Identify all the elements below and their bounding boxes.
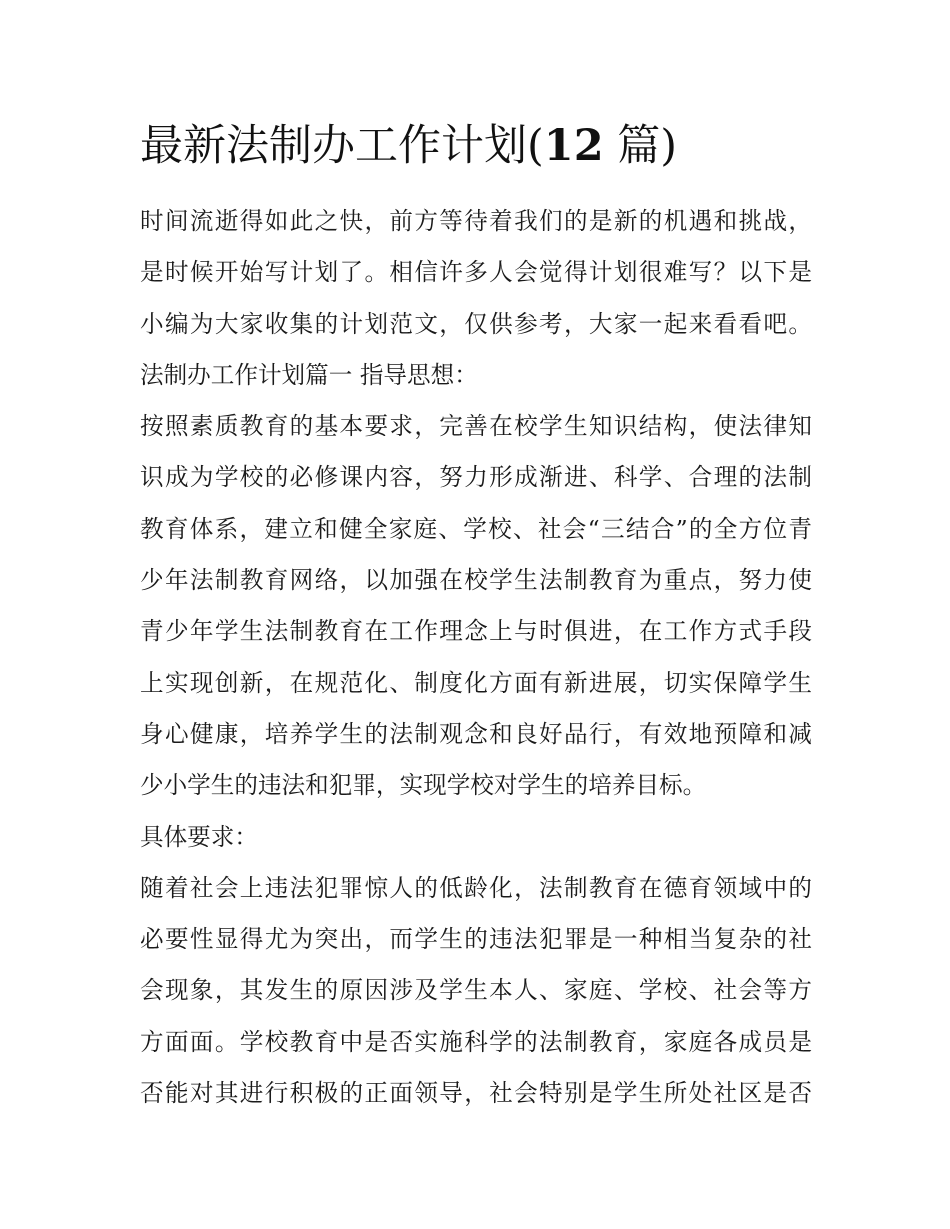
document-body xyxy=(140,196,812,1119)
body-line: 身心健康，培养学生的法制观念和良好品行，有效地预障和减 xyxy=(140,719,812,748)
section-heading: 法制办工作计划篇一 指导思想： xyxy=(140,360,478,389)
body-line: 教育体系，建立和健全家庭、学校、社会“三结合”的全方位青 xyxy=(140,514,812,543)
title-text: 最新法制办工作计划( xyxy=(140,121,544,171)
body-line: 否能对其进行积极的正面领导，社会特别是学生所处社区是否 xyxy=(140,1079,812,1108)
document-title xyxy=(140,116,840,176)
body-line: 必要性显得尤为突出，而学生的违法犯罪是一种相当复杂的社 xyxy=(140,925,812,954)
body-line: 时间流逝得如此之快，前方等待着我们的是新的机遇和挑战， xyxy=(140,207,812,235)
body-line: 少年法制教育网络，以加强在校学生法制教育为重点，努力使 xyxy=(140,566,812,595)
body-line: 会现象，其发生的原因涉及学生本人、家庭、学校、社会等方 xyxy=(140,976,812,1005)
section-heading: 具体要求： xyxy=(140,822,258,851)
body-line: 随着社会上违法犯罪惊人的低龄化，法制教育在德育领域中的 xyxy=(140,873,812,902)
body-line: 青少年学生法制教育在工作理念上与时俱进，在工作方式手段 xyxy=(140,617,812,646)
body-line: 是时候开始写计划了。相信许多人会觉得计划很难写？以下是 xyxy=(140,258,812,287)
body-line: 小编为大家收集的计划范文，仅供参考，大家一起来看看吧。 xyxy=(140,309,812,338)
title-count: 12 xyxy=(543,121,604,171)
body-line: 方面面。学校教育中是否实施科学的法制教育，家庭各成员是 xyxy=(140,1027,812,1056)
body-line: 上实现创新，在规范化、制度化方面有新进展，切实保障学生 xyxy=(140,668,812,697)
body-line: 少小学生的违法和犯罪，实现学校对学生的培养目标。 xyxy=(140,771,707,800)
title-suffix: 篇) xyxy=(603,121,678,171)
body-line: 按照素质教育的基本要求，完善在校学生知识结构，使法律知 xyxy=(140,412,812,441)
body-line: 识成为学校的必修课内容，努力形成渐进、科学、合理的法制 xyxy=(140,463,812,492)
